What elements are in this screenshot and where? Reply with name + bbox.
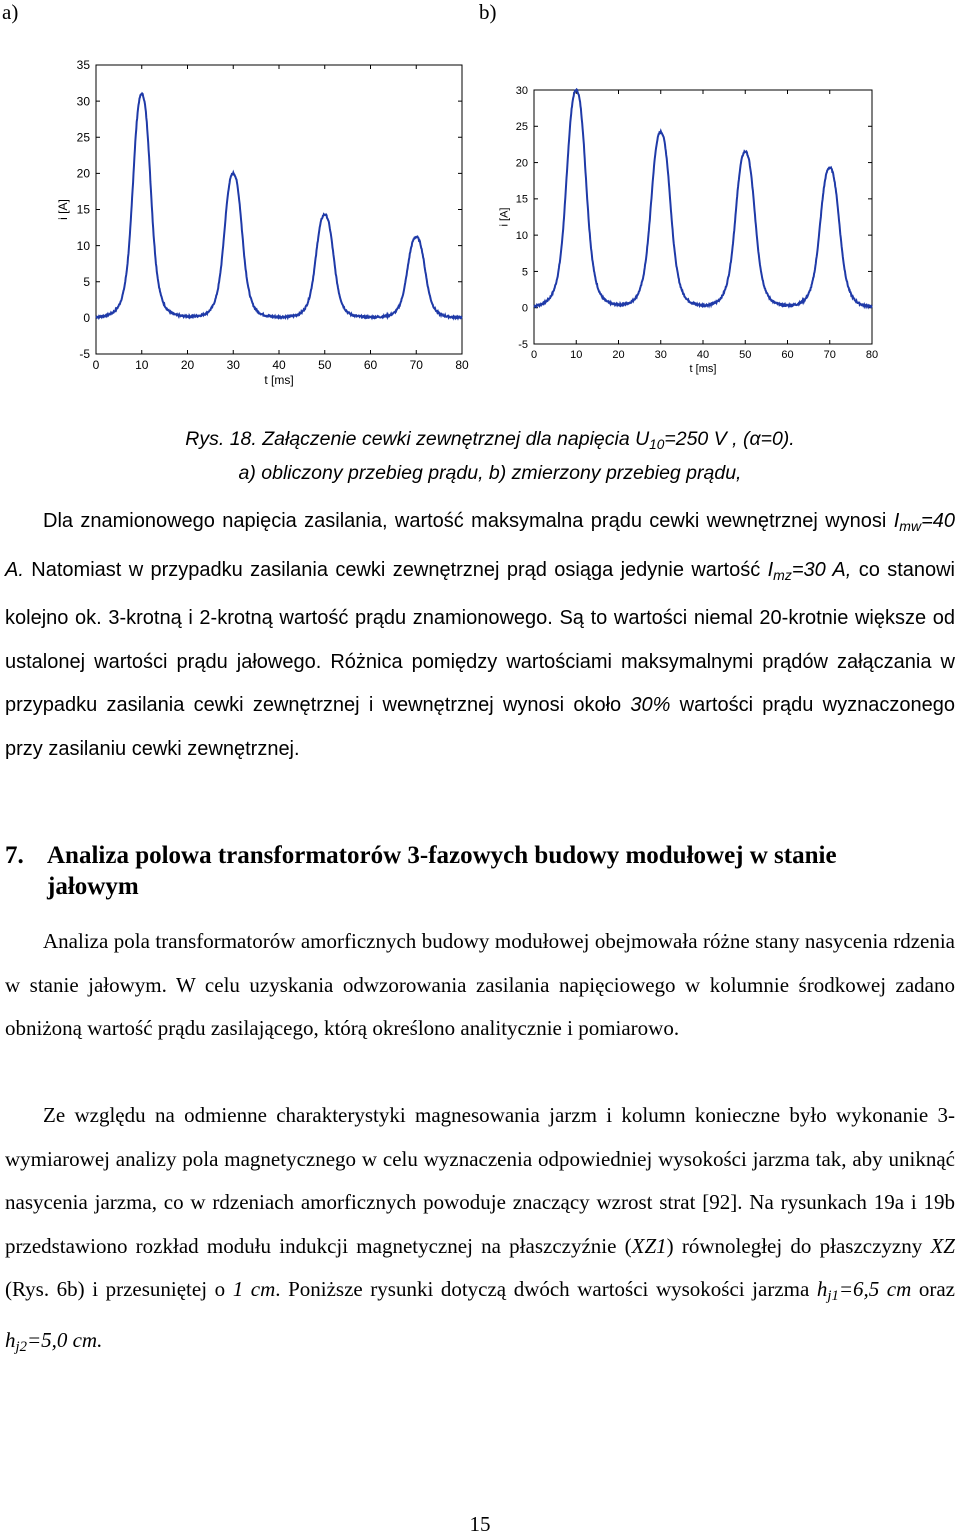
x-tick-label: 80	[865, 349, 878, 361]
paragraph-3: Ze względu na odmienne charakterystyki magnesowania jarzm i kolumn konieczne było wykonanie 3-wymiarowej analizy pola magnetycznego w celu wyznaczenia odpowiedniej wysokości jarzma tak, aby uniknąć nasycenia jarzma, co w rdzeniach amorficznych powoduje znaczący wzrost strat [92]. Na rysunkach 19a i 19b przedstawiono rozkład modułu indukcji magnetycznej na płaszczyźnie (XZ1) równoległej do płaszczyzny XZ (Rys. 6b) i przesuniętej o 1 cm. Poniższe rysunki dotyczą dwóch wartości wysokości jarzma $h_{j1}=6,5$ cm oraz $h_{j2}=5,0$ cm.	[5, 1103, 955, 1355]
caption-line-1: Rys. 18. Załączenie cewki zewnętrznej dla napięcia $U_{10}=250$ V , (α=0).	[185, 428, 795, 452]
x-tick-label: 40	[696, 349, 710, 361]
y-tick-label: 0	[521, 302, 528, 315]
y-tick-label: 30	[515, 84, 528, 97]
y-axis-label: i [A]	[498, 207, 511, 227]
plot-frame	[96, 65, 462, 354]
chart-b	[488, 80, 878, 395]
caption-line-2: a) obliczony przebieg prądu, b) zmierzony przebieg prądu,	[238, 462, 742, 484]
x-tick-label: 30	[654, 349, 667, 361]
x-tick-label: 70	[823, 349, 836, 361]
paragraph-1: Dla znamionowego napięcia zasilania, wartość maksymalna prądu cewki wewnętrznej wynosi $I_{mw}=40$ A. Natomiast w przypadku zasilania cewki zewnętrznej prąd osiąga jedynie wartość $I_{mz}=30$ A, co stanowi kolejno ok. 3-krotną i 2-krotną wartość prądu znamionowego. Są to wartości niemal 20-krotnie większe od ustalonej wartości prądu jałowego. Różnica pomiędzy wartościami maksymalnymi prądów załączania w przypadku zasilania cewki zewnętrznej i wewnętrznej wynosi około 30% wartości prądu wyznaczonego przy zasilaniu cewki zewnętrznej.	[5, 510, 956, 760]
y-tick-label: 20	[515, 157, 528, 170]
section-heading: 7. Analiza polowa transformatorów 3-fazowych budowy modułowej w stanie jałowym	[5, 842, 837, 900]
panel-a-label: a)	[2, 0, 19, 24]
y-tick-label: 10	[76, 238, 90, 253]
x-tick-label: 20	[612, 349, 625, 361]
y-tick-label: 5	[83, 274, 90, 289]
y-tick-label: -5	[518, 338, 528, 351]
x-tick-label: 10	[570, 349, 583, 361]
y-tick-label: 25	[515, 121, 528, 134]
figure-caption	[10, 425, 960, 487]
y-tick-label: 25	[76, 130, 90, 145]
x-tick-label: 60	[781, 349, 794, 361]
x-tick-label: 20	[180, 358, 195, 372]
paragraph-2: Analiza pola transformatorów amorficznych budowy modułowej obejmowała różne stany nasycenia rdzenia w stanie jałowym. W celu uzyskania odwzorowania zasilania napięciowego w kolumnie środkowej zadano obniżoną wartość prądu zasilającego, którą określono analitycznie i pomiarowo.	[5, 929, 955, 1040]
panel-b-label: b)	[479, 0, 497, 24]
y-tick-label: 15	[515, 193, 528, 206]
x-axis-label: t [ms]	[264, 373, 294, 387]
chart-a	[50, 55, 470, 395]
y-tick-label: 30	[76, 94, 90, 109]
section-number: 7.	[5, 842, 24, 869]
x-tick-label: 50	[318, 358, 332, 372]
y-tick-label: 0	[83, 311, 90, 326]
y-tick-label: 20	[76, 166, 90, 181]
plot-area	[499, 85, 878, 375]
x-tick-label: 70	[409, 358, 423, 372]
y-tick-label: 5	[521, 266, 528, 279]
x-tick-label: 50	[739, 349, 752, 361]
x-tick-label: 30	[226, 358, 240, 372]
y-tick-label: 35	[76, 58, 90, 73]
y-tick-label: -5	[79, 347, 90, 362]
x-tick-label: 40	[272, 358, 286, 372]
x-axis-label: t [ms]	[689, 363, 717, 375]
plot-area	[56, 58, 469, 387]
y-tick-label: 10	[515, 229, 528, 242]
x-tick-label: 0	[530, 349, 538, 361]
y-axis-label: i [A]	[56, 199, 71, 220]
x-tick-label: 0	[92, 358, 100, 372]
y-tick-label: 15	[76, 202, 90, 217]
x-tick-label: 60	[363, 358, 378, 372]
x-tick-label: 10	[135, 358, 149, 372]
page-number: 15	[469, 1512, 491, 1536]
x-tick-label: 80	[455, 358, 469, 372]
